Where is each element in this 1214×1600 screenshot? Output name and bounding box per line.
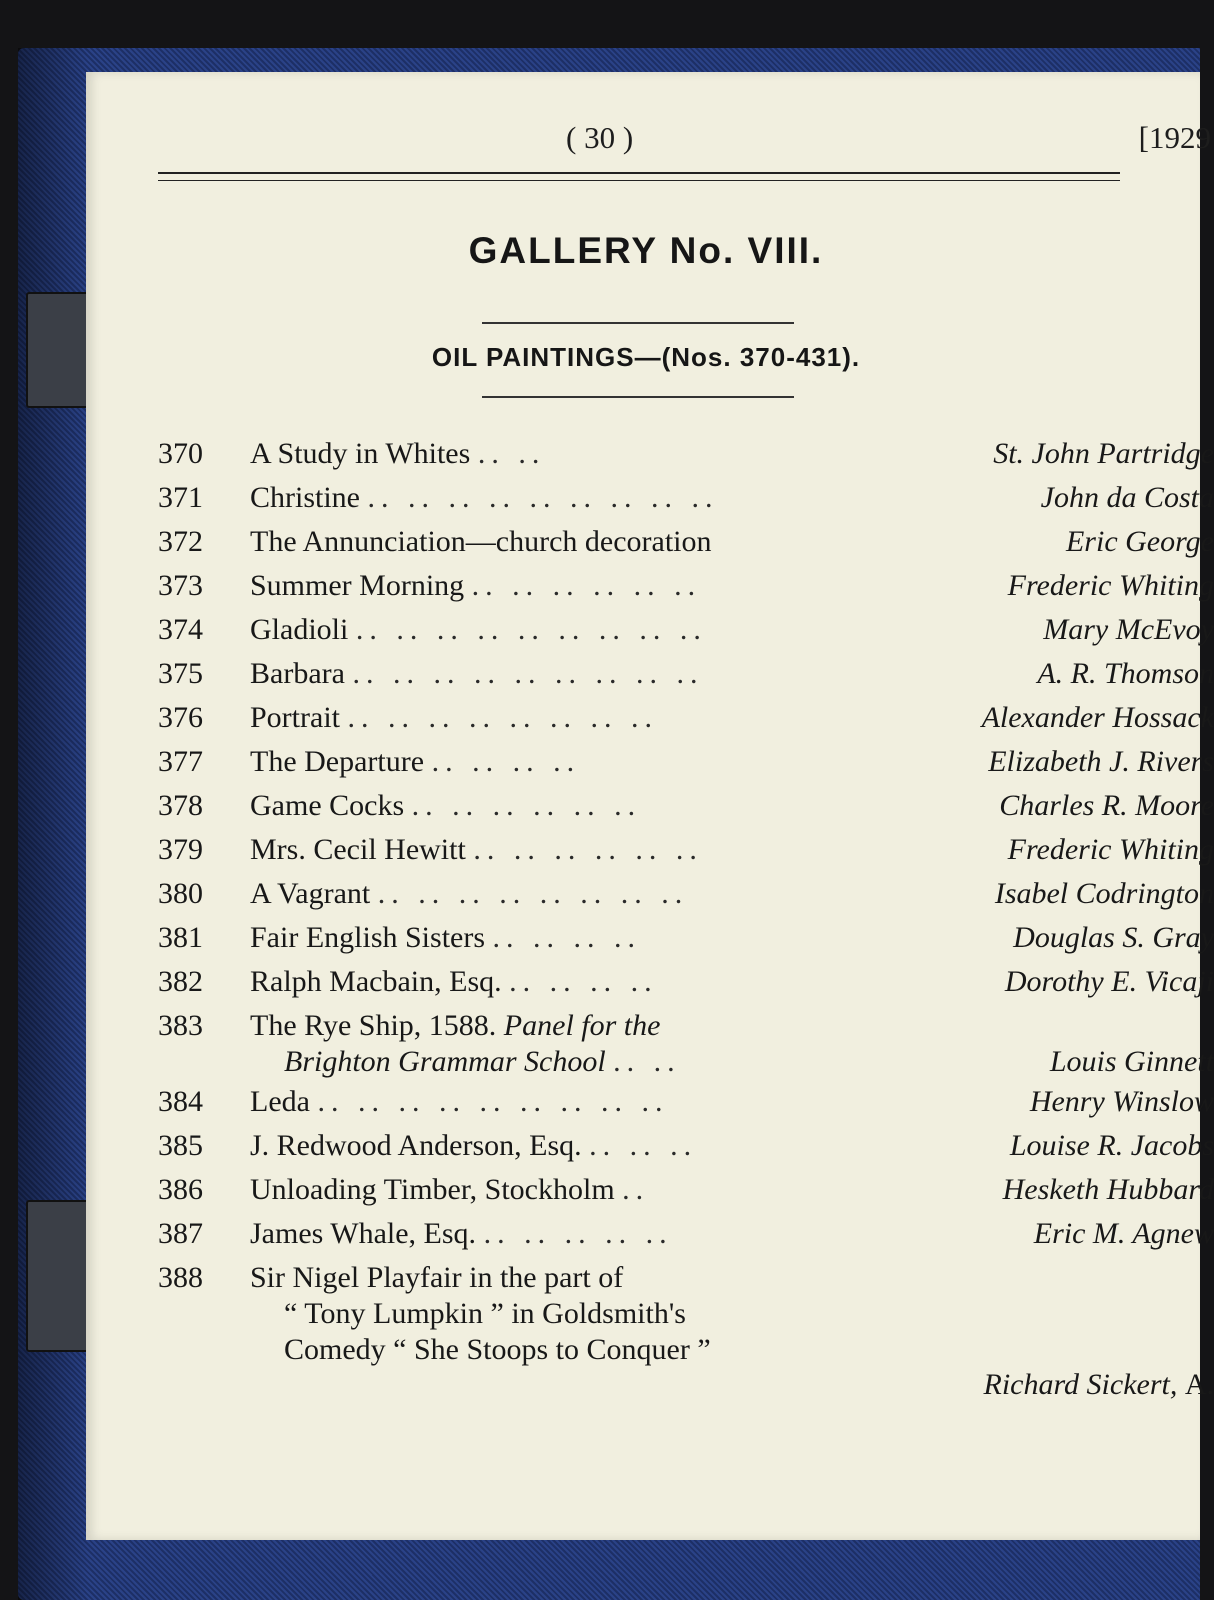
catalogue-number: 376 — [158, 701, 203, 734]
artist-name: Charles R. Moore — [999, 789, 1214, 822]
artist-name: Eric George — [1065, 525, 1214, 558]
list-item — [158, 1080, 1214, 1124]
list-item — [158, 1124, 1214, 1168]
painting-title: Gladioli .. .. .. .. .. .. .. .. .. — [250, 613, 707, 646]
catalogue-number: 372 — [158, 525, 203, 558]
painting-title: Fair English Sisters .. .. .. .. — [250, 921, 642, 954]
list-item — [158, 652, 1214, 696]
artist-name: Douglas S. Gray — [1013, 921, 1214, 954]
catalogue-number: 387 — [158, 1217, 203, 1250]
title-rule-top — [482, 322, 794, 324]
list-item — [158, 1212, 1214, 1256]
page-year: [1929 — [1138, 120, 1211, 155]
painting-title: Barbara .. .. .. .. .. .. .. .. .. — [250, 657, 704, 690]
page-header — [156, 120, 1211, 168]
artist-name: Frederic Whiting — [1007, 569, 1214, 602]
artist-name: Eric M. Agnew — [1033, 1217, 1214, 1250]
artist-name: A. R. Thomson — [1037, 657, 1214, 690]
catalogue-number: 382 — [158, 965, 203, 998]
painting-title: Game Cocks .. .. .. .. .. .. — [250, 789, 642, 822]
catalogue-page — [86, 72, 1214, 1540]
painting-title: J. Redwood Anderson, Esq. .. .. .. — [250, 1129, 698, 1162]
book-spine — [18, 48, 88, 1600]
catalogue-number: 385 — [158, 1129, 203, 1162]
artist-name: Louise R. Jacobs — [1009, 1129, 1214, 1162]
artist-name: Alexander Hossack — [981, 701, 1214, 734]
gallery-title: GALLERY No. VIII. — [468, 230, 824, 271]
list-item — [158, 520, 1214, 564]
list-item — [158, 872, 1214, 916]
painting-title: Summer Morning .. .. .. .. .. .. — [250, 569, 702, 602]
list-item — [158, 1256, 1214, 1368]
artist-name: Richard Sickert, A. — [983, 1368, 1214, 1401]
artist-name: Louis Ginnett — [1049, 1045, 1214, 1078]
painting-title: The Rye Ship, 1588. Panel for the Brighton Grammar School .. .. — [250, 1009, 681, 1078]
catalogue-number: 379 — [158, 833, 203, 866]
artist-name: Mary McEvoy — [1043, 613, 1214, 646]
catalogue-number: 384 — [158, 1085, 203, 1118]
painting-title: A Study in Whites .. .. — [250, 437, 546, 470]
painting-title: Ralph Macbain, Esq. .. .. .. .. — [250, 965, 658, 998]
list-item — [158, 608, 1214, 652]
list-item — [158, 1004, 1214, 1080]
catalogue-number: 380 — [158, 877, 203, 910]
painting-title: Sir Nigel Playfair in the part of “ Tony Lumpkin ” in Goldsmith's Comedy “ She Stoops to Conquer ” — [250, 1261, 711, 1366]
artist-name: Elizabeth J. Rivers — [988, 745, 1214, 778]
painting-title: A Vagrant .. .. .. .. .. .. .. .. — [250, 877, 689, 910]
header-rule — [158, 172, 1120, 181]
catalogue-number: 383 — [158, 1009, 203, 1042]
artist-name: St. John Partridge — [993, 437, 1214, 470]
painting-title: James Whale, Esq. .. .. .. .. .. — [250, 1217, 673, 1250]
catalogue-number: 370 — [158, 437, 203, 470]
catalogue-number: 371 — [158, 481, 203, 514]
list-item — [158, 916, 1214, 960]
title-rule-bottom — [482, 396, 794, 398]
list-item — [158, 784, 1214, 828]
artist-name: Henry Winslow — [1029, 1085, 1214, 1118]
artist-name: Hesketh Hubbard — [1002, 1173, 1214, 1206]
list-item — [158, 564, 1214, 608]
artist-name: Dorothy E. Vicaji — [1004, 965, 1214, 998]
painting-title: Leda .. .. .. .. .. .. .. .. .. — [250, 1085, 669, 1118]
catalogue-number: 388 — [158, 1261, 203, 1294]
painting-title: Christine .. .. .. .. .. .. .. .. .. — [250, 481, 719, 514]
catalogue-number: 374 — [158, 613, 203, 646]
list-item — [158, 696, 1214, 740]
painting-title: Portrait .. .. .. .. .. .. .. .. — [250, 701, 658, 734]
catalogue-number: 375 — [158, 657, 203, 690]
catalogue-number: 381 — [158, 921, 203, 954]
artist-name: John da Costa — [1040, 481, 1214, 514]
catalogue-number: 377 — [158, 745, 203, 778]
painting-title: Mrs. Cecil Hewitt .. .. .. .. .. .. — [250, 833, 703, 866]
painting-title: Unloading Timber, Stockholm .. — [250, 1173, 650, 1206]
list-item — [158, 1168, 1214, 1212]
list-item — [158, 476, 1214, 520]
painting-title: The Annunciation—church decoration — [250, 525, 712, 558]
catalogue-number: 373 — [158, 569, 203, 602]
page-number: ( 30 ) — [566, 120, 634, 155]
list-item — [158, 828, 1214, 872]
artist-name: Isabel Codrington — [994, 877, 1214, 910]
catalogue-number: 378 — [158, 789, 203, 822]
artist-name: Frederic Whiting — [1007, 833, 1214, 866]
painting-title: The Departure .. .. .. .. — [250, 745, 581, 778]
list-item — [158, 740, 1214, 784]
list-item — [158, 960, 1214, 1004]
catalogue-number: 386 — [158, 1173, 203, 1206]
painting-list — [158, 432, 1214, 1412]
section-title: OIL PAINTINGS—(Nos. 370-431). — [431, 342, 861, 372]
list-item — [158, 432, 1214, 476]
